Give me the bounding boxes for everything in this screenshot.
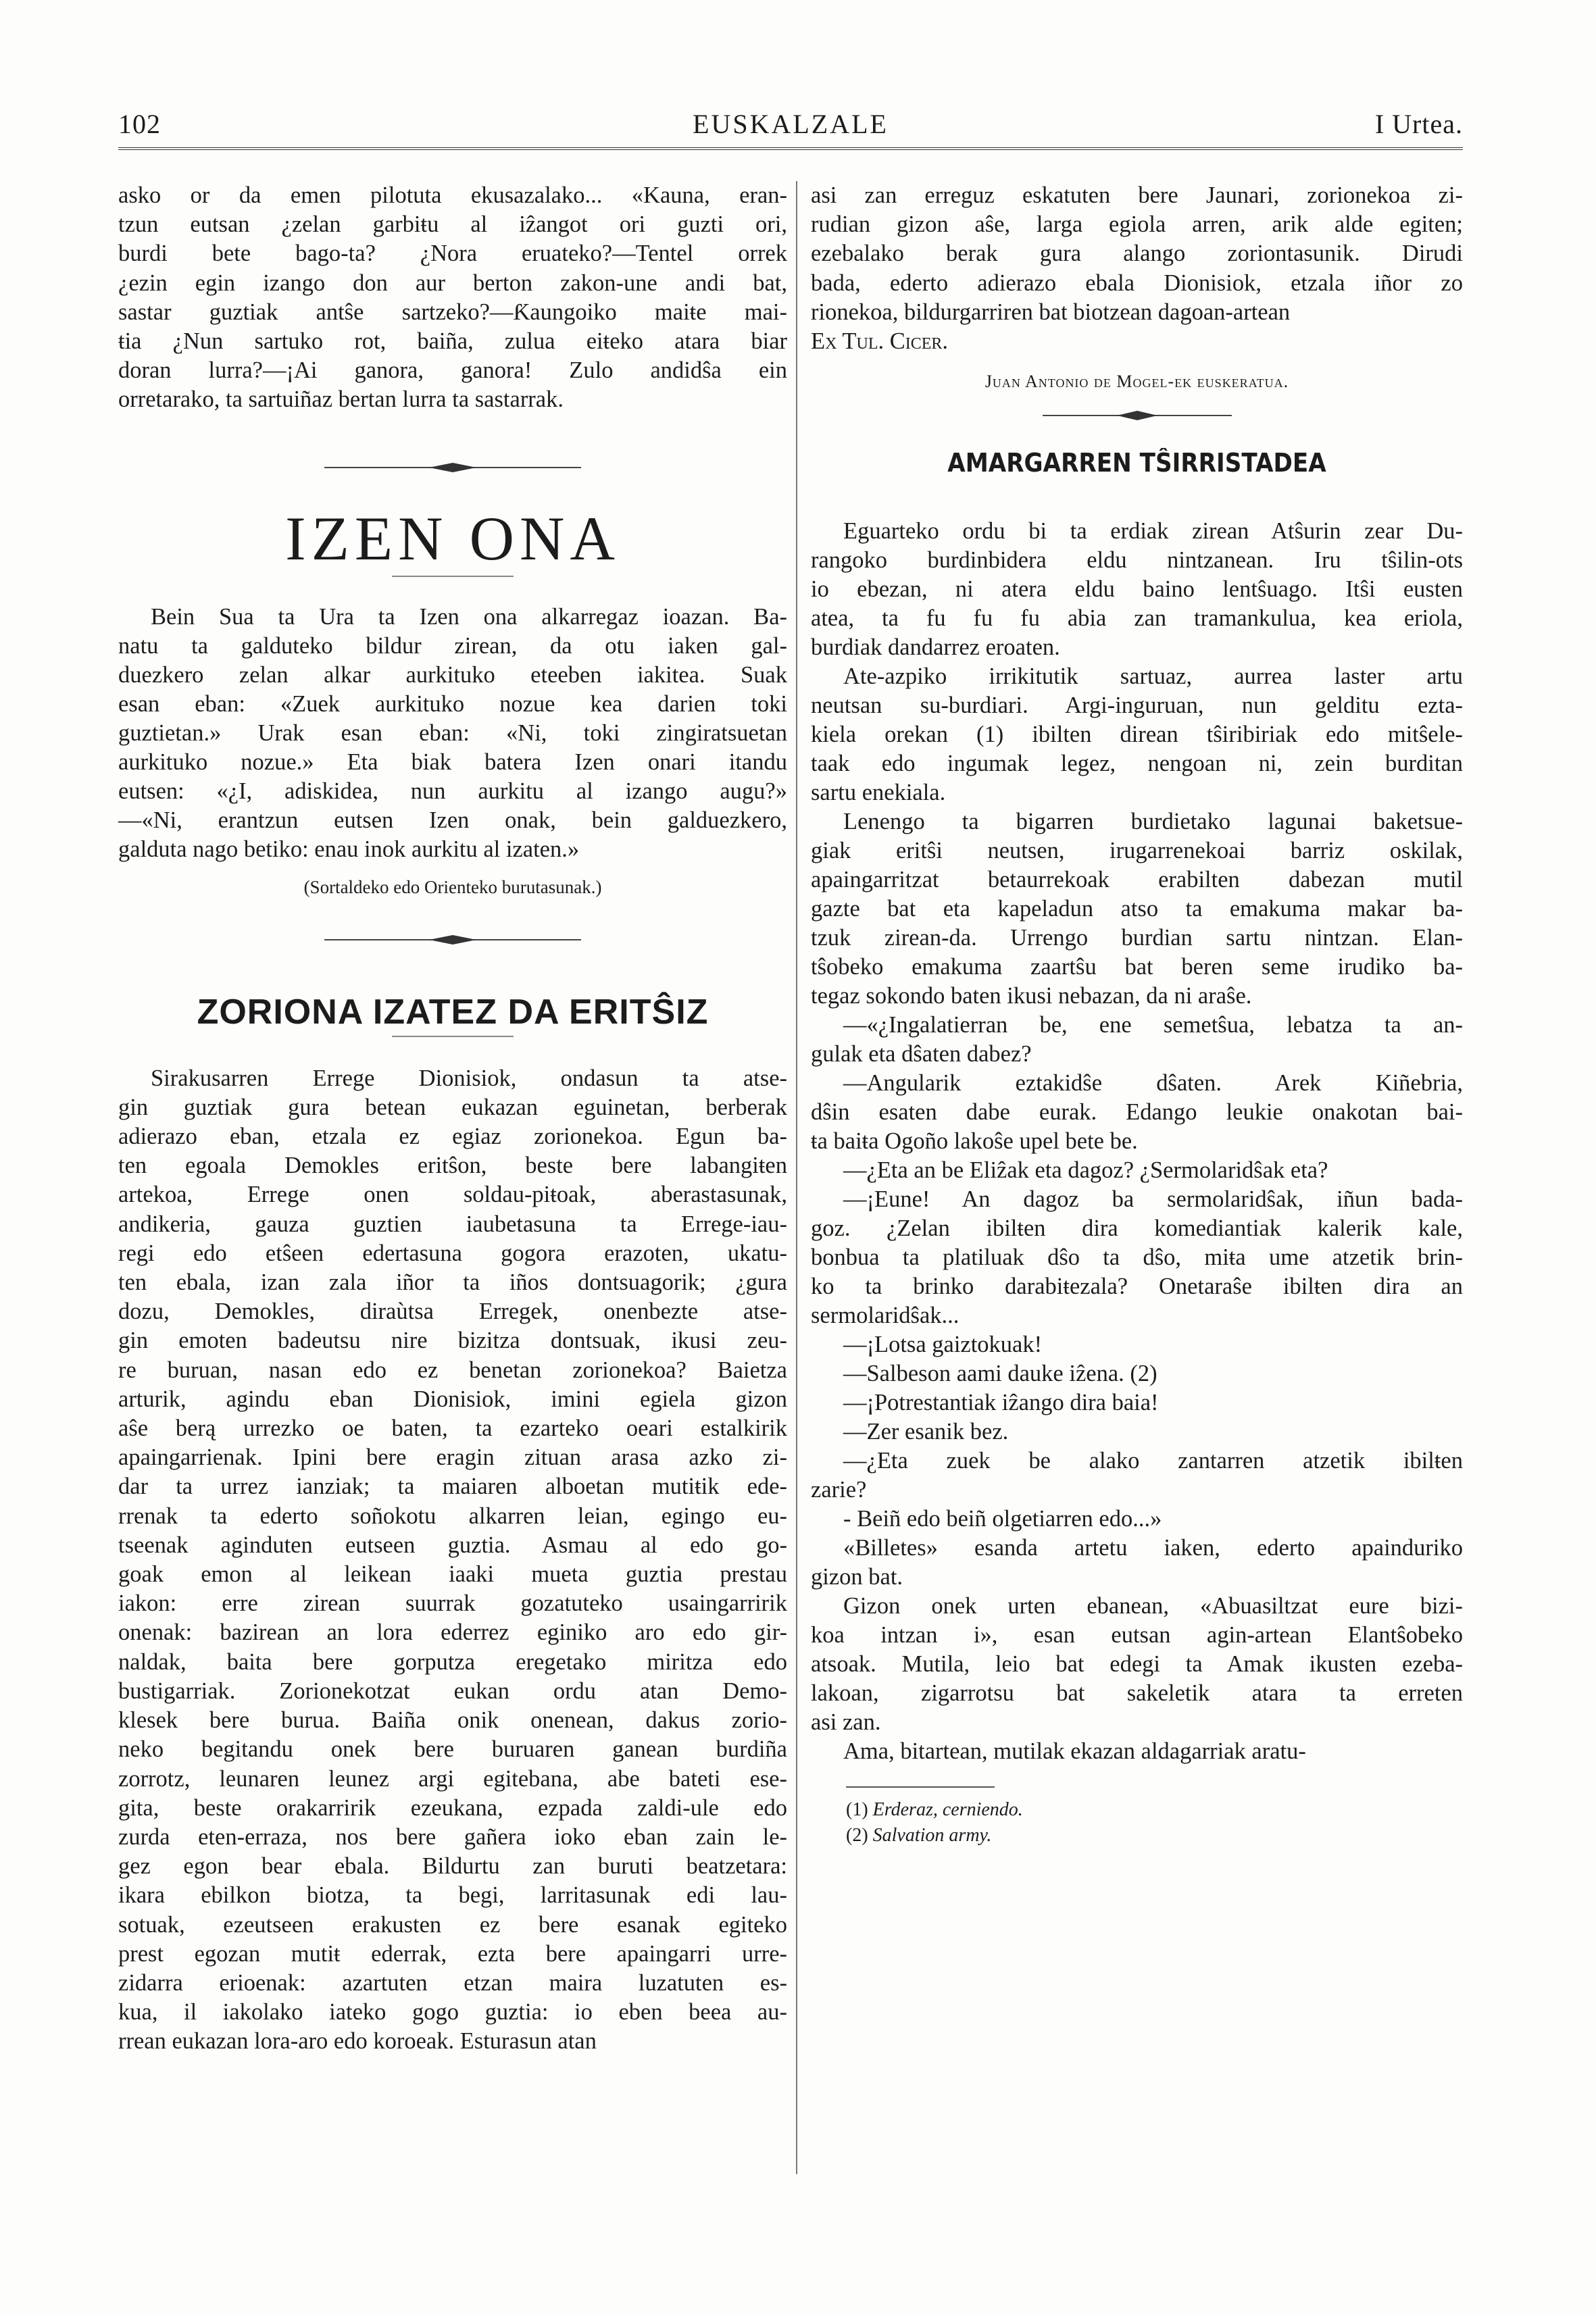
izen-ona-line: eutsen: «¿I, adiskidea, nun aurkitu al izango augu?» bbox=[118, 778, 787, 804]
zoriona-line: zorrotz, leunaren leunez argi egitebana, abe bateti ese- bbox=[118, 1765, 787, 1792]
amargarren-paragraph bbox=[811, 1330, 1463, 1359]
page-header bbox=[118, 108, 1463, 149]
amargarren-line: asi zan. bbox=[811, 1709, 881, 1736]
zoriona-line: aŝe berą urrezko oe baten, ta ezarteko oeari estalkirik bbox=[118, 1415, 787, 1442]
right-column bbox=[811, 181, 1463, 1848]
amargarren-line: Gizon onek urten ebanean, «Abuasiltzat eure bizi- bbox=[843, 1593, 1463, 1619]
amargarren-line: koa intzan i», esan eutsan agin-artean Elantŝobeko bbox=[811, 1622, 1463, 1649]
left-intro-line: asko or da emen pilotuta ekusazalako... «Kauna, eran- bbox=[118, 182, 787, 208]
zoriona-line: adierazo eban, etzala ez egiaz zorionekoa. Egun ba- bbox=[118, 1124, 787, 1150]
amargarren-line: ko ta brinko darabiŧezala? Onetaraŝe ibilŧen dira an bbox=[811, 1274, 1463, 1300]
amargarren-line: —¡Eune! An dagoz ba sermolaridŝak, iñun bada- bbox=[843, 1186, 1463, 1213]
amargarren-line: apaingarritzat betaurrekoak erabilten dabezan mutil bbox=[811, 867, 1463, 893]
zoriona-line: goak emon al leikean iaaki mueta guztia prestau bbox=[118, 1561, 787, 1588]
amargarren-paragraph bbox=[811, 1011, 1463, 1069]
amargarren-line: gazte bat eta kapeladun atso ta emakuma makar ba- bbox=[811, 896, 1463, 922]
izen-ona-line: guztietan.» Urak esan eban: «Ni, toki zingiratsuetan bbox=[118, 720, 787, 746]
amargarren-line: Eguarteko ordu bi ta erdiak zirean Atŝurin zear Du- bbox=[843, 518, 1463, 545]
amargarren-paragraph bbox=[811, 1185, 1463, 1330]
page-number: 102 bbox=[118, 109, 161, 139]
zoriona-line: gez egon bear ebala. Bildurtu zan buruti beatzetara: bbox=[118, 1853, 787, 1880]
zoriona-line: iakon: erre zirean suurrak gozatuteko usaingarririk bbox=[118, 1590, 787, 1617]
zoriona-line: sotuak, ezeutseen erakusten ez bere esanak egiteko bbox=[118, 1911, 787, 1938]
footnote bbox=[811, 1797, 1463, 1823]
amargarren-line: —Salbeson aami dauke iẑena. (2) bbox=[843, 1361, 1157, 1387]
izen-ona-line: aurkituko nozue.» Eta biak batera Izen onari itandu bbox=[118, 749, 787, 775]
left-intro-line: sastar guztiak antŝe sartzeko?—Ƙaungoiko maiŧe mai- bbox=[118, 299, 787, 325]
footnote-text: Salvation army. bbox=[872, 1825, 992, 1846]
izen-ona-line: duezkero zelan alkar aurkituko eteeben iakitea. Suak bbox=[118, 661, 787, 688]
footnote-number: (2) bbox=[846, 1825, 873, 1846]
zoriona-line: rrean eukazan lora-aro edo koroeak. Esturasun atan bbox=[118, 2028, 597, 2055]
zoriona-line: regi edo etŝeen edertasuna gogora erazoten, ukatu- bbox=[118, 1240, 787, 1266]
amargarren-line: —Zer esanik bez. bbox=[843, 1419, 1009, 1445]
right-intro-line: Ex Tul. Cicer. bbox=[811, 328, 949, 355]
amargarren-line: —Angularik eztakidŝe dŝaten. Arek Kiñebria, bbox=[843, 1070, 1463, 1097]
zoriona-line: naldak, baita bere gorputza eregetako miritza edo bbox=[118, 1649, 787, 1675]
ornament-divider bbox=[118, 454, 787, 481]
footnote-number: (1) bbox=[846, 1799, 873, 1821]
amargarren-line: «Billetes» esanda artetu iaken, ederto apainduriko bbox=[843, 1535, 1463, 1561]
zoriona-body bbox=[118, 1064, 787, 2057]
amargarren-paragraph bbox=[811, 1447, 1463, 1505]
izen-ona-line: Bein Sua ta Ura ta Izen ona alkarregaz ioazan. Ba- bbox=[151, 603, 787, 630]
amargarren-line: neutsan su-burdiari. Argi-inguruan, nun gelditu ezta- bbox=[811, 693, 1463, 719]
amargarren-line: —¿Eta an be Eliẑak eta dagoz? ¿Sermolaridŝak eta? bbox=[843, 1157, 1328, 1184]
zoriona-line: onenak: bazirean an lora ederrez eginiko aro edo gir- bbox=[118, 1619, 787, 1646]
zoriona-line: prest egozan mutiŧ ederrak, ezta bere apaingarri urre- bbox=[118, 1940, 787, 1967]
amargarren-paragraph bbox=[811, 1156, 1463, 1185]
left-intro-line: ¿ezin egin izango don aur berton zakon-une andi bat, bbox=[118, 270, 787, 296]
amargarren-line: sartu enekiala. bbox=[811, 780, 946, 806]
amargarren-line: atsoak. Mutila, leio bat edegi ta Amak ikusten ezeba- bbox=[811, 1651, 1463, 1678]
amargarren-line: taak edo ingumak legez, nengoan ni, zein burditan bbox=[811, 751, 1463, 777]
left-intro-line: orretarako, ta sartuiñaz bertan lurra ta sastarrak. bbox=[118, 386, 564, 413]
amargarren-line: lakoan, zigarrotsu bat sakeletik atara ta erreten bbox=[811, 1680, 1463, 1707]
izen-ona-line: —«Ni, erantzun eutsen Izen onak, bein galduezkero, bbox=[118, 807, 787, 833]
zoriona-line: Sirakusarren Errege Dionisiok, ondasun ta atse- bbox=[151, 1065, 787, 1091]
zoriona-line: apaingarrienak. Ipini bere eragin zituan arasa azko zi- bbox=[118, 1444, 787, 1471]
izen-ona-line: natu ta galduteko bildur zirean, da otu iaken gal- bbox=[118, 632, 787, 659]
translator-attribution: Juan Antonio de Mogel-ek euskeratua. bbox=[984, 372, 1289, 392]
amargarren-paragraph bbox=[811, 1505, 1463, 1534]
zoriona-line: re buruan, nasan edo ez benetan zorionekoa? Baietza bbox=[118, 1357, 787, 1383]
izen-ona-source: (Sortaldeko edo Orienteko burutasunak.) bbox=[303, 876, 602, 897]
zoriona-line: ten ebala, izan zala iñor ta iños dontsuagorik; ¿gura bbox=[118, 1269, 787, 1296]
amargarren-line: giak eritŝi neutsen, irugarrenekoai barriz oskilak, bbox=[811, 838, 1463, 864]
ornament-divider bbox=[811, 402, 1463, 429]
left-intro-line: ŧia ¿Nun sartuko rot, baiña, zulua eiŧeko atara biar bbox=[118, 328, 787, 355]
footnotes bbox=[811, 1786, 1463, 1848]
left-intro-text bbox=[118, 181, 787, 415]
izen-ona-line: esan eban: «Zuek aurkituko nozue kea darien toki bbox=[118, 690, 787, 717]
amargarren-paragraph bbox=[811, 1359, 1463, 1388]
amargarren-line: kiela orekan (1) ibilten direan tŝiribiriak edo mitŝele- bbox=[811, 722, 1463, 748]
left-intro-line: tzun eutsan ¿zelan garbiŧu al iẑangot ori guzti ori, bbox=[118, 211, 787, 238]
right-intro-line: rudian gizon aŝe, larga egiola arren, arik alde egiten; bbox=[811, 211, 1463, 238]
amargarren-paragraph bbox=[811, 517, 1463, 662]
zoriona-line: neko begitandu onek bere buruaren ganean burdiña bbox=[118, 1736, 787, 1763]
footnote bbox=[811, 1823, 1463, 1848]
left-column bbox=[118, 181, 787, 2057]
amargarren-paragraph bbox=[811, 1592, 1463, 1737]
zoriona-line: artekoa, Errege onen soldau-piŧoak, aberastasunak, bbox=[118, 1182, 787, 1208]
volume-label: I Urtea. bbox=[1374, 109, 1463, 139]
zoriona-line: gita, beste orakarririk ezeukana, ezpada zaldi-ule edo bbox=[118, 1794, 787, 1821]
zoriona-line: andikeria, gauza guztien iaubetasuna ta Errege-iau- bbox=[118, 1211, 787, 1237]
amargarren-line: sermolaridŝak... bbox=[811, 1303, 959, 1329]
amargarren-line: - Beiñ edo beiñ olgetiarren edo...» bbox=[843, 1506, 1162, 1532]
zoriona-line: ten egoala Demokles eritŝon, beste bere labangiŧen bbox=[118, 1153, 787, 1179]
amargarren-paragraph bbox=[811, 807, 1463, 1011]
zoriona-line: arturik, agindu eban Dionisiok, imini egiela gizon bbox=[118, 1386, 787, 1412]
right-intro-line: asi zan erreguz eskatuten bere Jaunari, zorionekoa zi- bbox=[811, 182, 1463, 208]
amargarren-paragraph bbox=[811, 1417, 1463, 1447]
amargarren-line: gizon bat. bbox=[811, 1564, 903, 1590]
amargarren-paragraph bbox=[811, 662, 1463, 807]
right-intro-line: rionekoa, bildurgarriren bat biotzean dagoan-artean bbox=[811, 299, 1291, 325]
zoriona-line: rrenak ta ederto soñokotu alkarren leian, egingo eu- bbox=[118, 1503, 787, 1529]
amargarren-line: burdiak dandarrez eroaten. bbox=[811, 634, 1060, 661]
amargarren-line: Lenengo ta bigarren burdietako lagunai baketsue- bbox=[843, 809, 1463, 835]
zoriona-line: gin guztiak gura betean eukazan eguinetan, berberak bbox=[118, 1094, 787, 1120]
amargarren-paragraph bbox=[811, 1534, 1463, 1592]
amargarren-line: goz. ¿Zelan ibilŧen dira komediantiak kalerik kale, bbox=[811, 1215, 1463, 1242]
left-intro-line: doran lurra?—¡Ai ganora, ganora! Zulo andidŝa ein bbox=[118, 357, 787, 384]
amargarren-paragraph bbox=[811, 1737, 1463, 1766]
amargarren-line: —¿Eta zuek be alako zantarren atzetik ibilŧen bbox=[843, 1448, 1463, 1474]
zoriona-line: dozu, Demokles, diraùtsa Erregek, onenbezte atse- bbox=[118, 1299, 787, 1325]
zoriona-line: zidarra erioenak: azartuten etzan maira luzatuten es- bbox=[118, 1969, 787, 1996]
zoriona-line: kua, il iakolako iateko gogo guztia: io eben beea au- bbox=[118, 1999, 787, 2026]
right-intro-line: ezebalako berak gura alango zoriontasunik. Dirudi bbox=[811, 241, 1463, 267]
zoriona-line: zurda eten-erraza, nos bere gañera ioko eban zain le- bbox=[118, 1823, 787, 1850]
footnote-text: Erderaz, cerniendo. bbox=[872, 1799, 1023, 1821]
izen-ona-body bbox=[118, 603, 787, 864]
zoriona-line: klesek bere burua. Baiña onik onenean, dakus zorio- bbox=[118, 1707, 787, 1734]
column-divider bbox=[796, 181, 797, 2174]
amargarren-line: ŧa baiŧa Ogoño lakoŝe upel bete be. bbox=[811, 1128, 1138, 1155]
amargarren-line: Ama, bitartean, mutilak ekazan aldagarriak aratu- bbox=[843, 1738, 1306, 1765]
amargarren-line: tŝobeko emakuma zaartŝu bat beren seme irudiko ba- bbox=[811, 954, 1463, 980]
amargarren-line: io ebezan, ni atera eldu baino lentŝuago. Itŝi eusten bbox=[811, 576, 1463, 603]
amargarren-body bbox=[811, 517, 1463, 1766]
izen-ona-title: IZEN ONA bbox=[285, 503, 620, 573]
amargarren-title: AMARGARREN TŜIRRISTADEA bbox=[947, 448, 1326, 478]
left-intro-line: burdi bete bago-ta? ¿Nora eruateko?—Tentel orrek bbox=[118, 241, 787, 267]
amargarren-line: rangoko burdinbidera eldu nintzanean. Iru tŝilin-ots bbox=[811, 547, 1463, 574]
amargarren-paragraph bbox=[811, 1069, 1463, 1156]
amargarren-line: zarie? bbox=[811, 1477, 867, 1503]
amargarren-line: —«¿Ingalatierran be, ene semetŝua, lebatza ta an- bbox=[843, 1012, 1463, 1038]
amargarren-line: atea, ta fu fu fu abia zan tramankulua, kea eriola, bbox=[811, 605, 1463, 632]
amargarren-paragraph bbox=[811, 1388, 1463, 1417]
zoriona-line: gin emoten badeutsu nire bizitza dontsuak, ikusi zeu- bbox=[118, 1328, 787, 1354]
amargarren-line: tzuk zirean-da. Urrengo burdian sartu nintzan. Elan- bbox=[811, 925, 1463, 951]
zoriona-title: ZORIONA IZATEZ DA ERITŜIZ bbox=[197, 992, 709, 1032]
zoriona-line: tseenak aginduten eutseen guztia. Asmau al edo go- bbox=[118, 1532, 787, 1558]
amargarren-line: gulak eta dŝaten dabez? bbox=[811, 1041, 1032, 1067]
footnote-rule bbox=[846, 1786, 995, 1788]
ornament-divider bbox=[118, 926, 787, 953]
amargarren-line: dŝin esaten dabe eurak. Edango leukie onakotan bai- bbox=[811, 1099, 1463, 1126]
amargarren-line: bonbua ta platiluak dŝo ta dŝo, miŧa ume atzetik brin- bbox=[811, 1244, 1463, 1271]
zoriona-line: ikara ebilkon biotza, ta begi, larritasunak edi lau- bbox=[118, 1882, 787, 1909]
right-intro-text bbox=[811, 181, 1463, 356]
header-rule bbox=[118, 147, 1463, 153]
amargarren-line: Ate-azpiko irrikitutik sartuaz, aurrea laster artu bbox=[843, 663, 1463, 690]
amargarren-line: —¡Lotsa gaiztokuak! bbox=[843, 1332, 1043, 1358]
zoriona-line: bustigarriak. Zorionekotzat eukan ordu atan Demo- bbox=[118, 1678, 787, 1704]
right-intro-line: bada, ederto adierazo ebala Dionisiok, etzala iñor zo bbox=[811, 270, 1463, 296]
amargarren-line: —¡Potrestantiak iẑango dira baia! bbox=[843, 1390, 1159, 1416]
journal-title: EUSKALZALE bbox=[693, 109, 889, 139]
izen-ona-line: galduta nago betiko: enau inok aurkitu al izaten.» bbox=[118, 836, 580, 862]
zoriona-line: dar ta urrez ianziak; ta maiaren alboetan mutiŧik ede- bbox=[118, 1474, 787, 1500]
amargarren-line: tegaz sokondo baten ikusi nebazan, da ni araŝe. bbox=[811, 983, 1252, 1009]
